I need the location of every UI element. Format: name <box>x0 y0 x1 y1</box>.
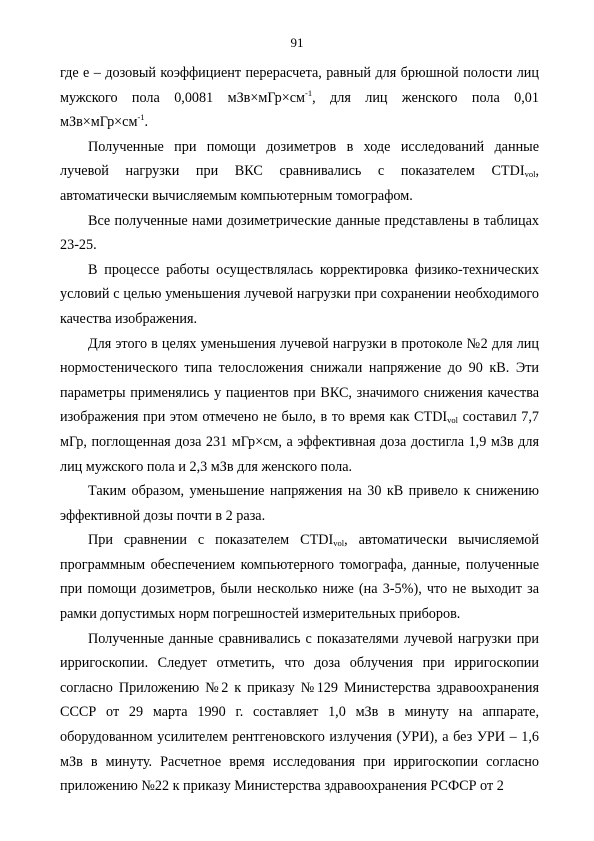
page-number: 91 <box>290 35 304 50</box>
paragraph-dose-reduction: Таким образом, уменьшение напряжения на 30 кВ привело к снижению эффективной дозы почти в 2 раза. <box>60 483 539 524</box>
paragraph-dosimeter-comparison: Полученные при помощи дозиметров в ходе исследований данные лучевой нагрузки при ВКС сравнивались с показателем $CTDI_{vol}$, автоматически вычисляемым компьютерным томографом. <box>60 138 539 204</box>
paragraph-protocol-2: Для этого в целях уменьшения лучевой нагрузки в протоколе №2 для лиц нормостенического типа телосложения снижали напряжение до 90 кВ. Эти параметры применялись у пациентов при ВКС, значимого снижения качества изображения при этом отмечено не было, в то время как $CTDI_{vol}$ составил 7,7 мГр, поглощенная доза 231 мГр×см, а эффективная доза достигла 1,9 мЗв для лиц мужского пола и 2,3 мЗв для женского пола. <box>60 335 539 475</box>
paragraph-dose-coefficient: где е – дозовый коэффициент перерасчета, равный для брюшной полости лиц мужского пола 0,0081 $мЗв\times мГр\times см^{-1}$, для лиц женского пола 0,01 $мЗв\times мГр\times см^{-1}$. <box>60 65 539 131</box>
paragraph-ctdi-comparison: При сравнении с показателем $CTDI_{vol}$, автоматически вычисляемой программным обеспечением компьютерного томографа, данные, полученные при помощи дозиметров, были несколько ниже (на 3-5%), что не выходит за рамки допустимых норм погрешностей измерительных приборов. <box>60 532 539 623</box>
paragraph-irrigoscopy: Полученные данные сравнивались с показателями лучевой нагрузки при ирригоскопии. Следует отметить, что доза облучения при ирригоскопии согласно Приложению №2 к приказу №129 Министерства здравоохранения СССР от 29 марта 1990 г. составляет 1,0 мЗв в минуту на аппарате, оборудованном усилителем рентгеновского излучения (УРИ), а без УРИ – 1,6 мЗв в минуту. Расчетное время исследования при ирригоскопии согласно приложению №22 к приказу Министерства здравоохранения РСФСР от 2 <box>60 630 539 795</box>
paragraph-tables-reference: Все полученные нами дозиметрические данные представлены в таблицах 23-25. <box>60 212 539 254</box>
body-text <box>60 61 539 799</box>
paragraph-adjustment: В процессе работы осуществлялась корректировка физико-технических условий с целью уменьшения лучевой нагрузки при сохранении необходимого качества изображения. <box>60 261 539 327</box>
